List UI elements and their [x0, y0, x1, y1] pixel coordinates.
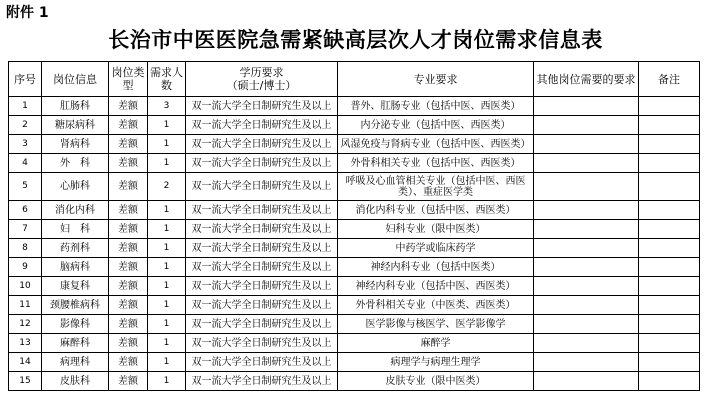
- cell-major: 病理学与病理生理学: [338, 353, 534, 372]
- attachment-label: 附件 1: [6, 5, 49, 21]
- cell-count: 1: [148, 258, 186, 277]
- cell-other: [534, 277, 639, 296]
- table-row: [9, 296, 700, 315]
- cell-major: 神经内科专业（包括中医、西医类）: [338, 277, 534, 296]
- cell-education: 双一流大学全日制研究生及以上: [186, 296, 338, 315]
- cell-education: 双一流大学全日制研究生及以上: [186, 116, 338, 135]
- cell-major: 呼吸及心血管相关专业（包括中医、西医类）、重症医学类: [338, 173, 534, 201]
- table-row: [9, 220, 700, 239]
- cell-count: 1: [148, 154, 186, 173]
- header-major: 专业要求: [338, 62, 534, 97]
- cell-seq: 10: [9, 277, 42, 296]
- cell-count: 1: [148, 277, 186, 296]
- cell-count: 1: [148, 201, 186, 220]
- cell-count: 1: [148, 135, 186, 154]
- table-row: [9, 372, 700, 391]
- cell-other: [534, 239, 639, 258]
- cell-post: 麻醉科: [42, 334, 109, 353]
- cell-education: 双一流大学全日制研究生及以上: [186, 220, 338, 239]
- cell-major: 医学影像与核医学、医学影像学: [338, 315, 534, 334]
- table-row: [9, 154, 700, 173]
- cell-other: [534, 315, 639, 334]
- cell-note: [639, 296, 700, 315]
- cell-type: 差额: [109, 201, 148, 220]
- header-education-line1: 学历要求: [239, 66, 284, 79]
- cell-note: [639, 353, 700, 372]
- header-note: 备注: [639, 62, 700, 97]
- cell-education: 双一流大学全日制研究生及以上: [186, 173, 338, 201]
- cell-major: 中药学或临床药学: [338, 239, 534, 258]
- cell-post: 外 科: [42, 154, 109, 173]
- cell-note: [639, 154, 700, 173]
- cell-post: 糖尿病科: [42, 116, 109, 135]
- cell-note: [639, 334, 700, 353]
- cell-post: 肾病科: [42, 135, 109, 154]
- table-header-row: [9, 62, 700, 97]
- cell-post: 康复科: [42, 277, 109, 296]
- cell-education: 双一流大学全日制研究生及以上: [186, 372, 338, 391]
- table-row: [9, 239, 700, 258]
- cell-type: 差额: [109, 372, 148, 391]
- cell-other: [534, 201, 639, 220]
- cell-count: 1: [148, 353, 186, 372]
- cell-type: 差额: [109, 135, 148, 154]
- cell-other: [534, 258, 639, 277]
- cell-note: [639, 116, 700, 135]
- cell-seq: 3: [9, 135, 42, 154]
- cell-post: 脑病科: [42, 258, 109, 277]
- cell-type: 差额: [109, 220, 148, 239]
- cell-count: 3: [148, 97, 186, 116]
- cell-education: 双一流大学全日制研究生及以上: [186, 201, 338, 220]
- cell-other: [534, 116, 639, 135]
- cell-major: 消化内科专业（包括中医、西医类）: [338, 201, 534, 220]
- cell-type: 差额: [109, 97, 148, 116]
- cell-type: 差额: [109, 154, 148, 173]
- cell-type: 差额: [109, 116, 148, 135]
- cell-count: 1: [148, 315, 186, 334]
- cell-major: 风湿免疫与肾病专业（包括中医、西医类）: [338, 135, 534, 154]
- cell-type: 差额: [109, 173, 148, 201]
- cell-note: [639, 258, 700, 277]
- cell-count: 1: [148, 116, 186, 135]
- cell-note: [639, 173, 700, 201]
- cell-education: 双一流大学全日制研究生及以上: [186, 277, 338, 296]
- cell-seq: 5: [9, 173, 42, 201]
- cell-type: 差额: [109, 353, 148, 372]
- cell-other: [534, 154, 639, 173]
- table-row: [9, 97, 700, 116]
- cell-post: 药剂科: [42, 239, 109, 258]
- cell-education: 双一流大学全日制研究生及以上: [186, 353, 338, 372]
- header-post: 岗位信息: [42, 62, 109, 97]
- table-row: [9, 116, 700, 135]
- cell-seq: 2: [9, 116, 42, 135]
- header-count: 需求人数: [148, 62, 186, 97]
- cell-major: 外骨科相关专业（包括中医、西医类）: [338, 154, 534, 173]
- cell-seq: 13: [9, 334, 42, 353]
- cell-count: 1: [148, 239, 186, 258]
- cell-seq: 14: [9, 353, 42, 372]
- cell-education: 双一流大学全日制研究生及以上: [186, 258, 338, 277]
- cell-seq: 15: [9, 372, 42, 391]
- page-title: 长治市中医医院急需紧缺高层次人才岗位需求信息表: [108, 28, 603, 52]
- cell-major: 妇科专业（限中医类）: [338, 220, 534, 239]
- cell-type: 差额: [109, 239, 148, 258]
- cell-note: [639, 372, 700, 391]
- cell-education: 双一流大学全日制研究生及以上: [186, 334, 338, 353]
- cell-type: 差额: [109, 334, 148, 353]
- cell-seq: 1: [9, 97, 42, 116]
- cell-note: [639, 97, 700, 116]
- cell-education: 双一流大学全日制研究生及以上: [186, 97, 338, 116]
- cell-count: 1: [148, 334, 186, 353]
- cell-note: [639, 315, 700, 334]
- cell-education: 双一流大学全日制研究生及以上: [186, 154, 338, 173]
- cell-type: 差额: [109, 315, 148, 334]
- cell-other: [534, 220, 639, 239]
- cell-major: 普外、肛肠专业（包括中医、西医类）: [338, 97, 534, 116]
- cell-education: 双一流大学全日制研究生及以上: [186, 315, 338, 334]
- cell-type: 差额: [109, 277, 148, 296]
- header-other: 其他岗位需要的要求: [534, 62, 639, 97]
- cell-other: [534, 173, 639, 201]
- table-row: [9, 334, 700, 353]
- table-row: [9, 258, 700, 277]
- cell-other: [534, 135, 639, 154]
- cell-post: 颈腰椎病科: [42, 296, 109, 315]
- cell-other: [534, 372, 639, 391]
- table-row: [9, 135, 700, 154]
- cell-type: 差额: [109, 258, 148, 277]
- cell-major: 内分泌专业（包括中医、西医类）: [338, 116, 534, 135]
- cell-note: [639, 201, 700, 220]
- cell-post: 病理科: [42, 353, 109, 372]
- cell-seq: 4: [9, 154, 42, 173]
- cell-count: 1: [148, 296, 186, 315]
- cell-seq: 6: [9, 201, 42, 220]
- cell-count: 1: [148, 372, 186, 391]
- table-row: [9, 173, 700, 201]
- cell-note: [639, 135, 700, 154]
- cell-post: 皮肤科: [42, 372, 109, 391]
- cell-education: 双一流大学全日制研究生及以上: [186, 135, 338, 154]
- cell-other: [534, 353, 639, 372]
- job-requirements-table: [8, 61, 700, 391]
- header-education-line2: （硕士/博士）: [226, 79, 297, 92]
- cell-post: 消化内科: [42, 201, 109, 220]
- cell-seq: 9: [9, 258, 42, 277]
- cell-seq: 7: [9, 220, 42, 239]
- cell-post: 肛肠科: [42, 97, 109, 116]
- cell-other: [534, 296, 639, 315]
- cell-post: 影像科: [42, 315, 109, 334]
- cell-post: 妇 科: [42, 220, 109, 239]
- cell-major: 皮肤专业（限中医类）: [338, 372, 534, 391]
- cell-seq: 12: [9, 315, 42, 334]
- cell-other: [534, 97, 639, 116]
- table-row: [9, 201, 700, 220]
- header-type: 岗位类型: [109, 62, 148, 97]
- cell-type: 差额: [109, 296, 148, 315]
- cell-major: 神经内科专业（包括中医类）: [338, 258, 534, 277]
- header-seq: 序号: [9, 62, 42, 97]
- table-row: [9, 277, 700, 296]
- cell-note: [639, 239, 700, 258]
- table-row: [9, 353, 700, 372]
- cell-post: 心肺科: [42, 173, 109, 201]
- cell-education: 双一流大学全日制研究生及以上: [186, 239, 338, 258]
- cell-note: [639, 220, 700, 239]
- cell-seq: 11: [9, 296, 42, 315]
- cell-major: 麻醉学: [338, 334, 534, 353]
- cell-major: 外骨科相关专业（中医类、西医类）: [338, 296, 534, 315]
- cell-seq: 8: [9, 239, 42, 258]
- table-row: [9, 315, 700, 334]
- header-education: [186, 62, 338, 97]
- cell-other: [534, 334, 639, 353]
- cell-note: [639, 277, 700, 296]
- cell-count: 2: [148, 173, 186, 201]
- cell-count: 1: [148, 220, 186, 239]
